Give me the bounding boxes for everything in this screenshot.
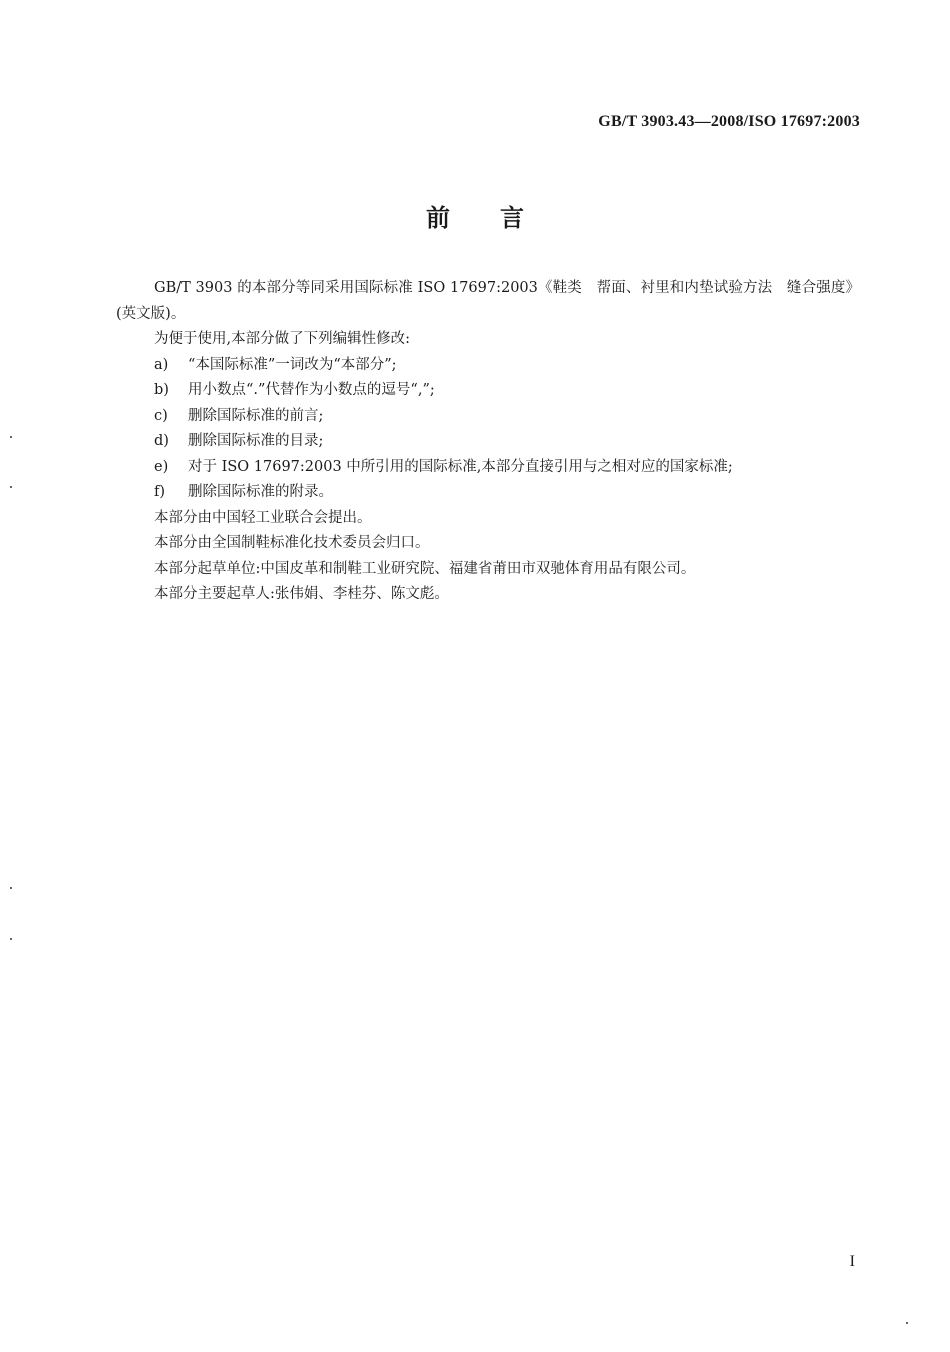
list-item [116, 480, 860, 506]
page-number: I [849, 1253, 855, 1270]
scan-speck [10, 887, 12, 889]
drafters-paragraph: 本部分主要起草人:张伟娟、李桂芬、陈文彪。 [154, 586, 449, 602]
list-marker: c) [154, 407, 168, 424]
list-item [116, 353, 860, 379]
edits-list [116, 353, 860, 506]
proposer-paragraph: 本部分由中国轻工业联合会提出。 [154, 509, 372, 526]
scan-speck [10, 938, 12, 940]
list-marker: f) [154, 484, 166, 500]
committee-paragraph: 本部分由全国制鞋标准化技术委员会归口。 [154, 535, 430, 551]
list-marker: d) [154, 433, 169, 449]
list-item-text: 删除国际标准的附录。 [188, 484, 333, 500]
foreword-body [116, 276, 860, 608]
list-item-text: 删除国际标准的目录; [188, 433, 324, 449]
list-marker: a) [154, 356, 169, 373]
list-item-text: 用小数点“.”代替作为小数点的逗号“,”; [188, 382, 435, 398]
scan-speck [10, 436, 12, 438]
list-item [116, 429, 860, 455]
list-item-text: “本国际标准”一词改为“本部分”; [188, 356, 397, 373]
list-item [116, 455, 860, 481]
list-item-text: 对于 ISO 17697:2003 中所引用的国际标准,本部分直接引用与之相对应的国家标准; [188, 458, 733, 475]
list-marker: e) [154, 458, 169, 475]
list-item [116, 404, 860, 430]
intro-paragraph: GB/T 3903 的本部分等同采用国际标准 ISO 17697:2003《鞋类 帮面、衬里和内垫试验方法 缝合强度》(英文版)。 [116, 280, 860, 322]
standard-number-header: GB/T 3903.43—2008/ISO 17697:2003 [598, 113, 860, 130]
edits-lead-paragraph: 为便于使用,本部分做了下列编辑性修改: [154, 331, 410, 347]
scan-speck [10, 486, 12, 488]
page-title: 前言 [426, 204, 574, 232]
list-marker: b) [154, 382, 169, 398]
scan-speck [906, 1322, 908, 1324]
drafting-units-paragraph: 本部分起草单位:中国皮革和制鞋工业研究院、福建省莆田市双驰体育用品有限公司。 [154, 560, 696, 577]
list-item [116, 378, 860, 404]
list-item-text: 删除国际标准的前言; [188, 407, 324, 424]
